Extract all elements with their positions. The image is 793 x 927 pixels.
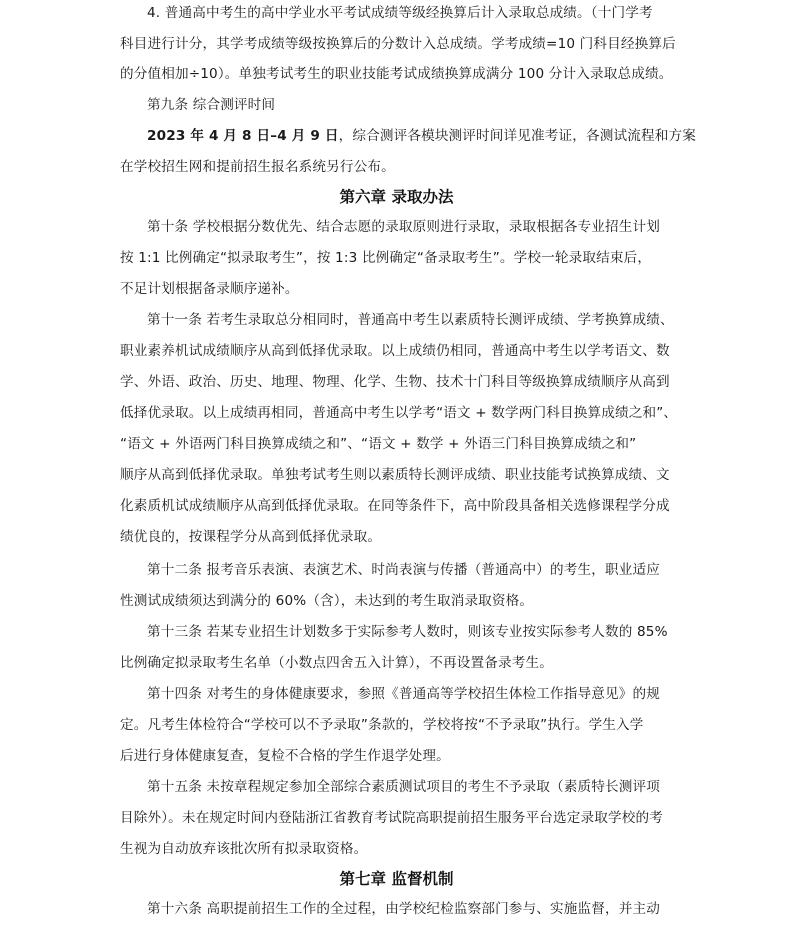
article-11-line-3: 学、外语、政治、历史、地理、物理、化学、生物、技术十门科目等级换算成绩顺序从高到	[120, 374, 670, 390]
article-13-line-2: 比例确定拟录取考生名单（小数点四舍五入计算），不再设置备录考生。	[120, 655, 553, 671]
article-15-line-3: 生视为自动放弃该批次所有拟录取资格。	[120, 841, 368, 857]
article-11-line-8: 绩优良的，按课程学分从高到低择优录取。	[120, 529, 382, 545]
article-10-line-1: 第十条 学校根据分数优先、结合志愿的录取原则进行录取，录取根据各专业招生计划	[147, 219, 660, 235]
chapter-7-title: 第七章 监督机制	[339, 869, 454, 888]
article-14-line-1: 第十四条 对考生的身体健康要求，参照《普通高等学校招生体检工作指导意见》的规	[147, 686, 660, 702]
article-9-heading: 第九条 综合测评时间	[147, 97, 276, 113]
article-14-line-2: 定。凡考生体检符合“学校可以不予录取”条款的，学校将按“不予录取”执行。学生入学	[120, 717, 644, 733]
article-11-line-6: 顺序从高到低择优录取。单独考试考生则以素质特长测评成绩、职业技能考试换算成绩、文	[120, 467, 670, 483]
article-15-line-1: 第十五条 未按章程规定参加全部综合素质测试项目的考生不予录取（素质特长测评项	[147, 779, 660, 795]
article-14-line-3: 后进行身体健康复查，复检不合格的学生作退学处理。	[120, 748, 450, 764]
article-11-line-1: 第十一条 若考生录取总分相同时，普通高中考生以素质特长测评成绩、学考换算成绩、	[147, 312, 674, 328]
article-10-line-3: 不足计划根据备录顺序递补。	[120, 281, 299, 297]
article-10-line-2: 按 1:1 比例确定“拟录取考生”，按 1:3 比例确定“备录取考生”。学校一轮录取结束后，	[120, 250, 652, 266]
article-11-line-5: “语文 + 外语两门科目换算成绩之和”、“语文 + 数学 + 外语三门科目换算成绩之和”	[120, 436, 637, 452]
article-15-line-2: 目除外）。未在规定时间内登陆浙江省教育考试院高职提前招生服务平台选定录取学校的考	[120, 810, 663, 826]
article-11-line-4: 低择优录取。以上成绩再相同，普通高中考生以学考“语文 + 数学两门科目换算成绩之和”、	[120, 405, 678, 421]
article-13-line-1: 第十三条 若某专业招生计划数多于实际参考人数时，则该专业按实际参考人数的 85%	[147, 624, 668, 640]
chapter-6-title: 第六章 录取办法	[339, 187, 454, 206]
article-9-line-2: 在学校招生网和提前招生报名系统另行公布。	[120, 159, 395, 175]
article-9-date: 2023 年 4 月 8 日–4 月 9 日	[147, 128, 339, 144]
article-9-text: ，综合测评各模块测评时间详见准考证，各测试流程和方案	[338, 128, 696, 144]
article-12-line-1: 第十二条 报考音乐表演、表演艺术、时尚表演与传播（普通高中）的考生，职业适应	[147, 562, 660, 578]
article-16-line-1: 第十六条 高职提前招生工作的全过程，由学校纪检监察部门参与、实施监督，并主动	[147, 901, 660, 917]
item4-line-3: 的分值相加÷10）。单独考试考生的职业技能考试成绩换算成满分 100 分计入录取总成绩。	[120, 66, 673, 82]
article-11-line-7: 化素质机试成绩顺序从高到低择优录取。在同等条件下，高中阶段具备相关选修课程学分成	[120, 498, 670, 514]
article-12-line-2: 性测试成绩须达到满分的 60%（含），未达到的考生取消录取资格。	[120, 593, 534, 609]
item4-line-1: 4. 普通高中考生的高中学业水平考试成绩等级经换算后计入录取总成绩。（十门学考	[147, 5, 653, 21]
article-11-line-2: 职业素养机试成绩顺序从高到低择优录取。以上成绩仍相同，普通高中考生以学考语文、数	[120, 343, 670, 359]
article-9-line-1	[147, 126, 696, 146]
item4-line-2: 科目进行计分，其学考成绩等级按换算后的分数计入总成绩。学考成绩=10 门科目经换算后	[120, 36, 676, 52]
